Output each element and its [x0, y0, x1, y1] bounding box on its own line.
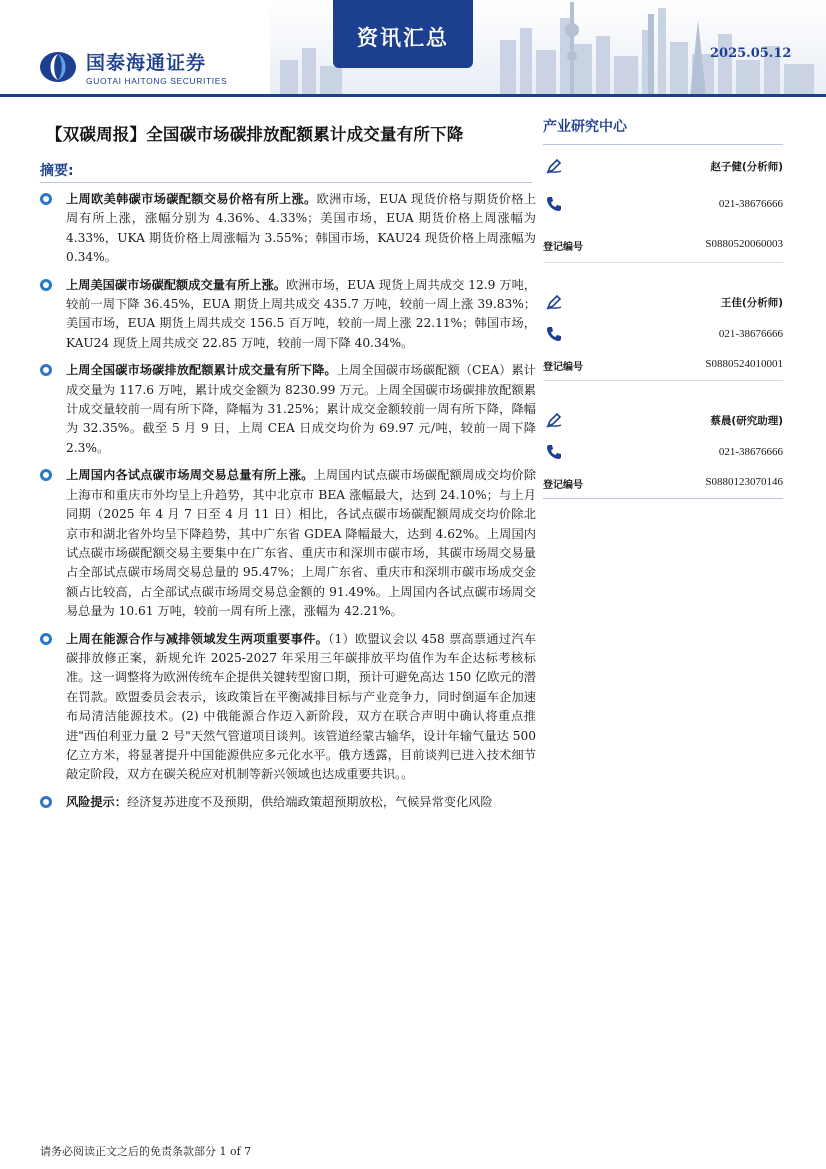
pen-icon	[545, 411, 563, 429]
bullet-item	[40, 630, 536, 785]
bullet-heading: 上周美国碳市场碳配额成交量有所上涨。	[66, 277, 287, 292]
page-header	[0, 0, 826, 98]
analyst-sidebar	[543, 116, 783, 499]
registration-label: 登记编号	[543, 362, 583, 373]
bullet-heading: 上周全国碳市场碳排放配额累计成交量有所下降。	[66, 363, 337, 378]
bullet-body: （1）欧盟议会以 458 票高票通过汽车碳排放修正案，新规允许 2025-2027 年采用三年碳排放平均值作为车企达标考核标准。这一调整将为欧洲传统车企提供关键转型窗口期，预计可避免高达 150 亿欧元的潜在罚款。欧盟委员会表示，该政策旨在平衡减排目标与产业竞争力，同时倒逼车企加速布局清洁能源技术。(2) 中俄能源合作迈入新阶段，双方在联合声明中确认将重点推进"西伯利亚力量 2 号"天然气管道项目谈判。该管道经蒙古输华，设计年输气量达 500 亿立方米，将显著提升中国能源供应多元化水平。俄方透露，目前谈判已进入技术细节敲定阶段，双方在碳关税应对机制等新兴领域也达成重要共识。。	[66, 631, 537, 782]
report-title: 【双碳周报】全国碳市场碳排放配额累计成交量有所下降	[46, 125, 464, 144]
bullet-dot-icon	[40, 364, 52, 376]
analyst-phone: 021-38676666	[718, 328, 783, 340]
bullet-body: 上周国内试点碳市场碳配额周成交均价除上海市和重庆市外均呈上升趋势，其中北京市 BEA 涨幅最大，达到 24.10%；与上月同期（2025 年 4 月 7 日至 4 月 11 日）相比，各试点碳市场碳配额周成交均价除北京市和湖北省外均呈下降趋势，其中广东省 GDEA 降幅最大，达到 4.62%。上周国内试点碳市场碳配额交易主要集中在广东省、重庆市和深圳市碳市场，其碳市场周交易量占全部试点碳市场周交易总量的 95.47%；上周广东省、重庆市和深圳市碳市场成交金额占比较高，占全部试点碳市场周交易总金额的 91.49%。上周国内各试点碳市场周交易总量为 10.61 万吨，较前一周有所上涨，涨幅为 42.21%。	[66, 468, 537, 619]
analyst-name: 蔡晨(研究助理)	[710, 415, 783, 427]
bullet-heading: 上周欧美韩碳市场碳配额交易价格有所上涨。	[66, 192, 317, 206]
abstract-bullets	[40, 190, 536, 820]
bullet-dot-icon	[40, 633, 52, 645]
analyst-name: 赵子健(分析师)	[710, 161, 783, 173]
page-footer: 请务必阅读正文之后的免责条款部分 1 of 7	[40, 1145, 252, 1158]
registration-number: S0880520060003	[705, 238, 783, 250]
logo-chinese-name: 国泰海通证券	[86, 52, 207, 74]
bullet-item	[40, 793, 536, 812]
registration-number: S0880524010001	[705, 358, 783, 370]
bullet-item	[40, 361, 536, 458]
registration-label: 登记编号	[543, 242, 583, 253]
bullet-dot-icon	[40, 469, 52, 481]
risk-body: 经济复苏进度不及预期，供给端政策超预期放松，气候异常变化风险	[126, 794, 493, 809]
logo-english-name: GUOTAI HAITONG SECURITIES	[86, 76, 228, 86]
report-type-badge: 资讯汇总	[333, 0, 473, 68]
report-date: 2025.05.12	[710, 46, 792, 61]
bullet-dot-icon	[40, 796, 52, 808]
bullet-body: 欧洲市场，EUA 现货价格与期货价格上周有所上涨，涨幅分别为 4.36%、4.33%；美国市场，EUA 期货价格上周涨幅为 4.33%，UKA 期货价格上周涨幅为 3.55%；韩国市场，KAU24 现货价格上周涨幅为 0.34%。	[66, 192, 537, 265]
bullet-heading: 上周国内各试点碳市场周交易总量有所上涨。	[66, 468, 314, 483]
abstract-label: 摘要:	[40, 163, 74, 179]
analyst-card	[543, 145, 783, 263]
bullet-dot-icon	[40, 193, 52, 205]
bullet-item	[40, 190, 536, 268]
sidebar-title: 产业研究中心	[543, 116, 783, 145]
analyst-card	[543, 381, 783, 499]
phone-icon	[545, 325, 563, 343]
header-divider	[0, 94, 826, 97]
analyst-card	[543, 263, 783, 381]
abstract-divider	[40, 182, 532, 183]
bullet-heading: 上周在能源合作与减排领域发生两项重要事件。	[66, 631, 329, 646]
registration-number: S0880123070146	[705, 476, 783, 488]
pen-icon	[545, 157, 563, 175]
bullet-body: 欧洲市场，EUA 现货上周共成交 12.9 万吨，较前一周下降 36.45%，EUA 期货上周共成交 435.7 万吨，较前一周上涨 39.83%；美国市场，EUA 期货上周共成交 156.5 百万吨，较前一周上涨 22.11%；韩国市场，KAU24 现货上周共成交 22.85 万吨，较前一周下降 40.34%。	[66, 277, 536, 350]
company-logo	[38, 48, 227, 86]
phone-icon	[545, 443, 563, 461]
bullet-item	[40, 466, 536, 621]
bullet-item	[40, 276, 536, 354]
analyst-name: 王佳(分析师)	[720, 297, 783, 309]
analyst-phone: 021-38676666	[718, 198, 783, 210]
bullet-dot-icon	[40, 279, 52, 291]
analyst-phone: 021-38676666	[718, 446, 783, 458]
bullet-body: 上周全国碳市场碳配额（CEA）累计成交量为 117.6 万吨，累计成交金额为 8230.99 万元。上周全国碳市场碳排放配额累计成交量较前一周有所下降，降幅为 31.25%；累计成交金额较前一周有所下降，降幅为 32.35%。截至 5 月 9 日，上周 CEA 日成交均价为 69.97 元/吨，较前一周下降 2.3%。	[66, 363, 536, 455]
pen-icon	[545, 293, 563, 311]
logo-mark-icon	[38, 50, 78, 84]
risk-heading: 风险提示：	[66, 794, 127, 809]
registration-label: 登记编号	[543, 480, 583, 491]
phone-icon	[545, 195, 563, 213]
